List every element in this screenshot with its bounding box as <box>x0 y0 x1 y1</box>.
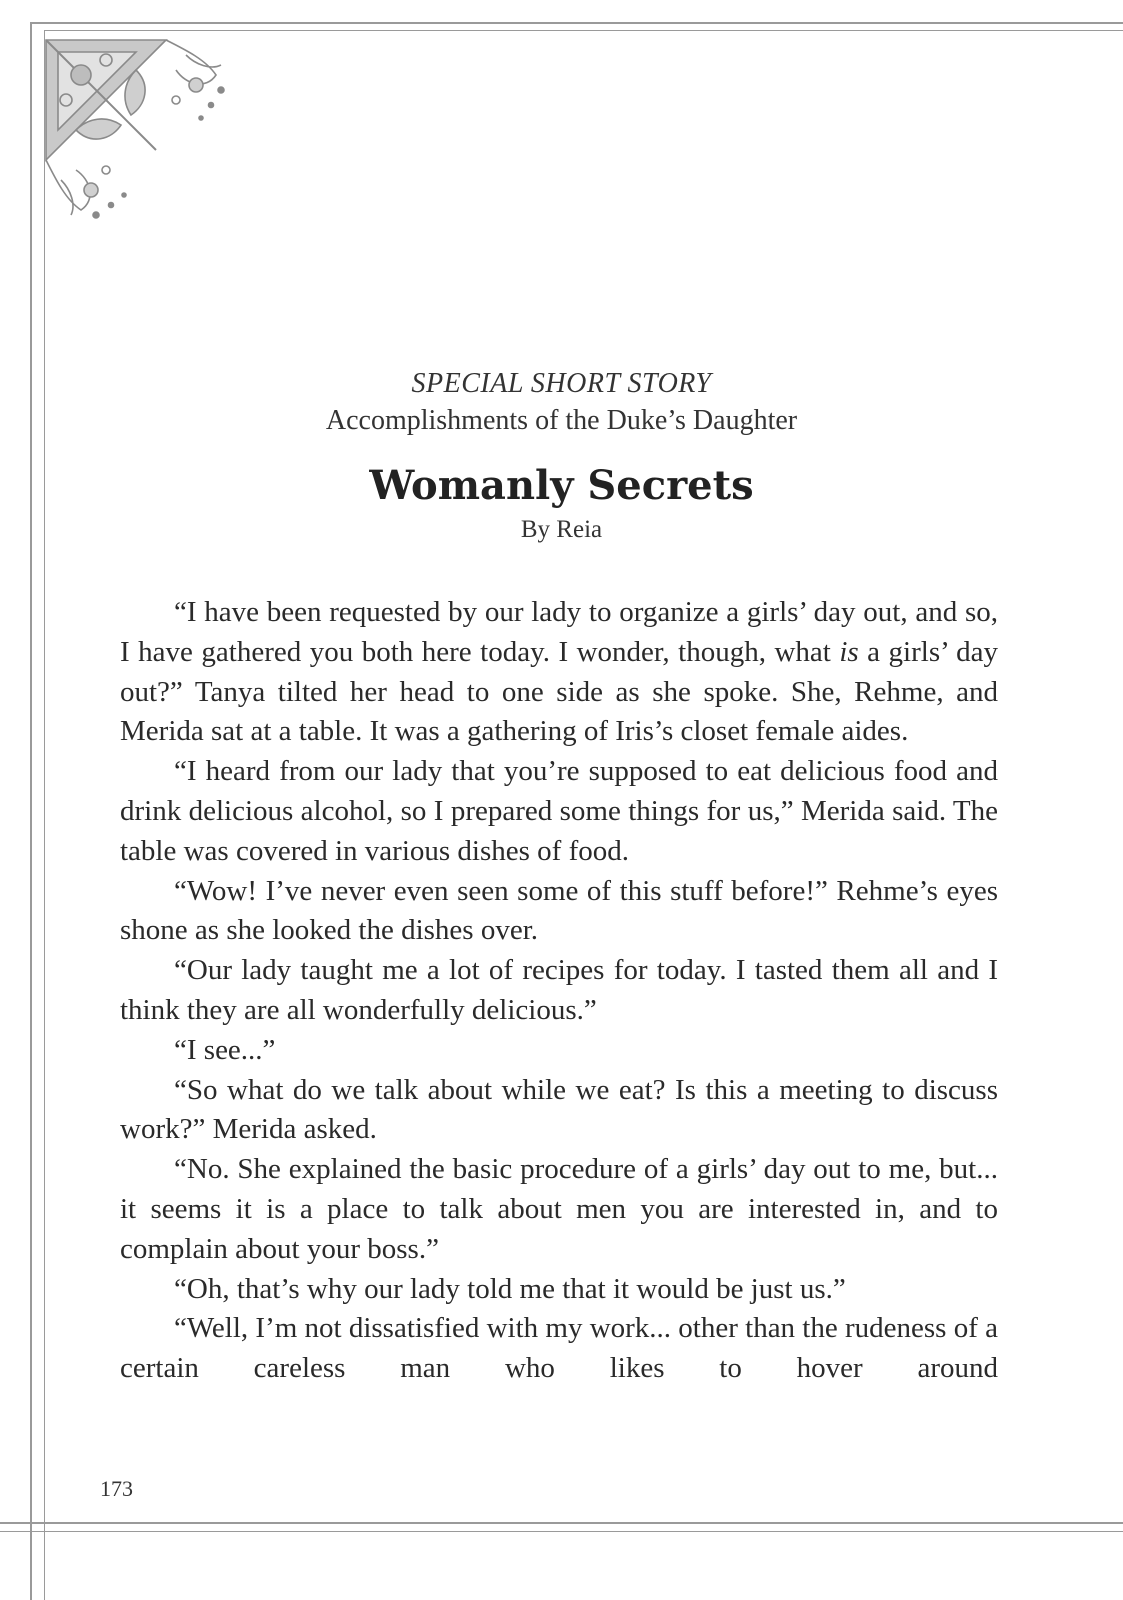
byline: By Reia <box>520 516 603 543</box>
paragraph: “Oh, that’s why our lady told me that it would be just us.” <box>174 1272 846 1305</box>
story-body <box>120 593 998 1389</box>
frame-left-inner <box>44 30 45 1600</box>
story-title: Womanly Secrets <box>369 462 754 509</box>
paragraph: “No. She explained the basic procedure of a girls’ day out to me, but... it seems it is a place to talk about men you are interested in, and to complain about your boss.” <box>120 1153 998 1265</box>
emphasis: is <box>839 635 859 668</box>
series-subtitle: Accomplishments of the Duke’s Daughter <box>325 405 798 436</box>
paragraph: “Our lady taught me a lot of recipes for today. I tasted them all and I think they are all wonderfully delicious.” <box>120 954 998 1026</box>
frame-bottom-inner <box>0 1531 1123 1532</box>
paragraph: “I have been requested by our lady to organize a girls’ day out, and so, I have gathered you both here today. I wonder, though, what is a girls’ day out?” Tanya tilted her head to one side as she spoke. She, Rehme, and Merida sat at a table. It was a gathering of Iris’s closet female aides. <box>120 596 998 748</box>
paragraph: “I heard from our lady that you’re supposed to eat delicious food and drink delicious alcohol, so I prepared some things for us,” Merida said. The table was covered in various dishes of food. <box>120 755 998 867</box>
paragraph: “Wow! I’ve never even seen some of this stuff before!” Rehme’s eyes shone as she looked the dishes over. <box>120 874 998 947</box>
corner-ornament-icon <box>36 30 236 230</box>
page-number: 173 <box>100 1476 133 1501</box>
paragraph: “So what do we talk about while we eat? Is this a meeting to discuss work?” Merida asked. <box>120 1073 998 1146</box>
series-label: SPECIAL SHORT STORY <box>411 368 712 399</box>
paragraph: “I see...” <box>174 1033 276 1066</box>
frame-top-outer <box>30 22 1123 24</box>
paragraph: “Well, I’m not dissatisfied with my work... other than the rudeness of a certain careless man who likes to hover around <box>120 1312 998 1385</box>
frame-left-outer <box>30 22 32 1600</box>
frame-bottom-outer <box>0 1522 1123 1524</box>
